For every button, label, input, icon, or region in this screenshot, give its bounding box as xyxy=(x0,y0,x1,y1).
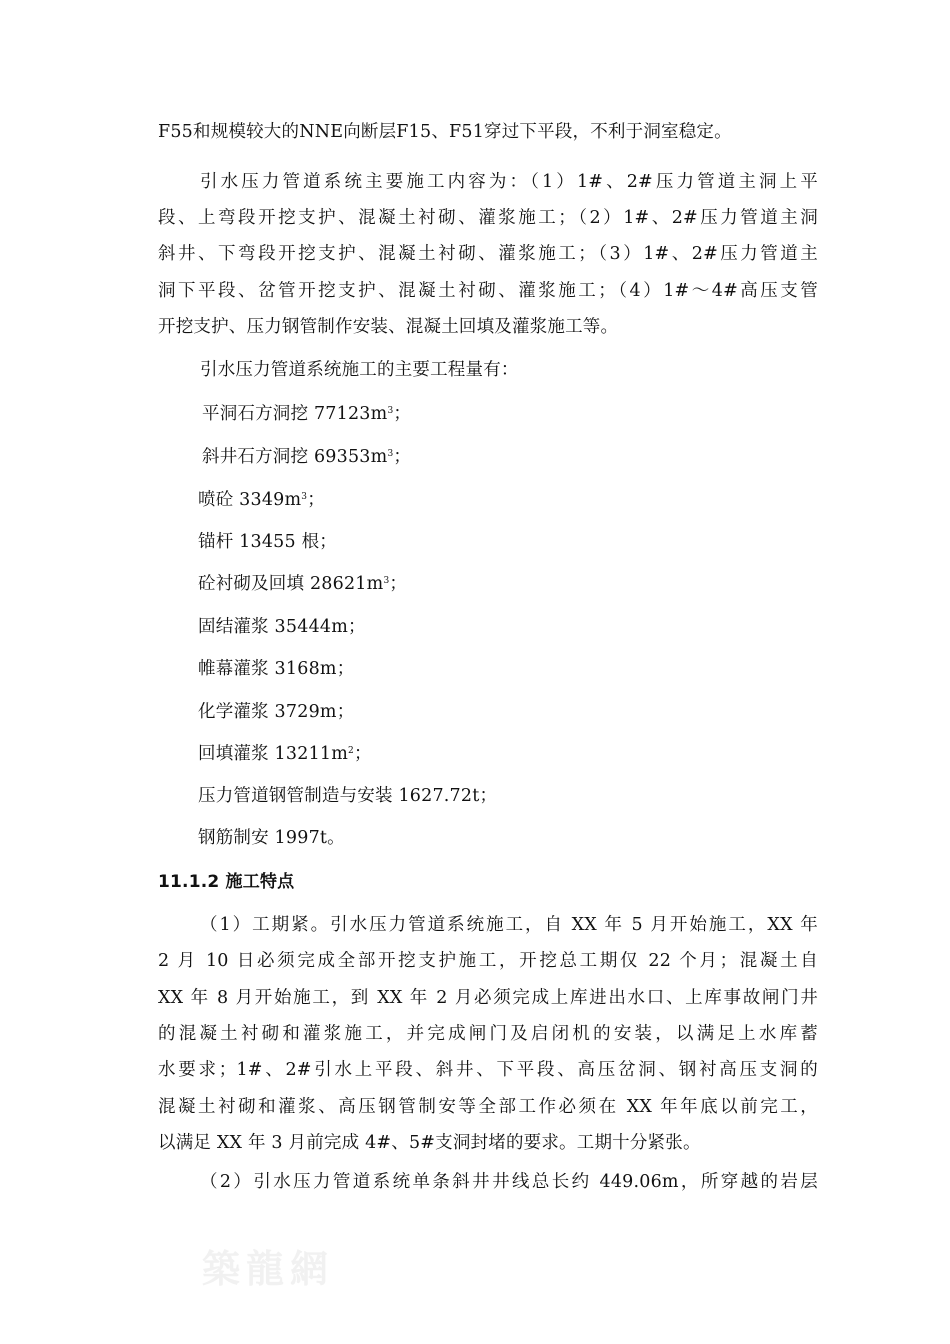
feature-line: （1）工期紧。引水压力管道系统施工，自 XX 年 5 月开始施工，XX 年 xyxy=(200,915,818,935)
section-heading: 11.1.2 施工特点 xyxy=(158,872,295,892)
quantity-item: 砼衬砌及回填 $28621m^3$； xyxy=(198,574,408,594)
paragraph-tail: F55和规模较大的NNE向断层F15、F51穿过下平段，不利于洞室稳定。 xyxy=(158,122,732,142)
content-line: 斜井、下弯段开挖支护、混凝土衬砌、灌浆施工；（3）1#、2#压力管道主 xyxy=(158,244,818,264)
quantity-item: 斜井石方洞挖 $69353m^3$； xyxy=(202,447,412,467)
quantity-item: 固结灌浆 35444m； xyxy=(198,617,366,637)
feature-line: 的混凝土衬砌和灌浆施工，并完成闸门及启闭机的安装，以满足上水库蓄 xyxy=(158,1024,818,1044)
quantity-item: 喷砼 $3349m^3$； xyxy=(198,490,325,510)
quantity-item: 帷幕灌浆 3168m； xyxy=(198,659,355,679)
feature-line: XX 年 8 月开始施工，到 XX 年 2 月必须完成上库进出水口、上库事故闸门井 xyxy=(158,988,818,1008)
feature-line: 水要求；1#、2#引水上平段、斜井、下平段、高压岔洞、钢衬高压支洞的 xyxy=(158,1060,818,1080)
content-line: 洞下平段、岔管开挖支护、混凝土衬砌、灌浆施工；（4）1#～4#高压支管 xyxy=(158,281,818,301)
quantity-item: 回填灌浆 $13211m^2$； xyxy=(198,744,372,764)
content-line: 开挖支护、压力钢管制作安装、混凝土回填及灌浆施工等。 xyxy=(158,317,619,337)
quantities-intro: 引水压力管道系统施工的主要工程量有： xyxy=(200,360,519,380)
quantity-item: 锚杆 13455 根； xyxy=(198,532,337,552)
content-line: 引水压力管道系统主要施工内容为：（1）1#、2#压力管道主洞上平 xyxy=(200,172,818,192)
quantity-item: 钢筋制安 1997t。 xyxy=(198,828,345,848)
quantity-item: 平洞石方洞挖 $77123m^3$； xyxy=(202,404,412,424)
feature-line: （2）引水压力管道系统单条斜井井线总长约 449.06m，所穿越的岩层 xyxy=(200,1172,818,1192)
feature-line: 以满足 XX 年 3 月前完成 4#、5#支洞封堵的要求。工期十分紧张。 xyxy=(158,1133,701,1153)
quantity-item: 化学灌浆 3729m； xyxy=(198,702,355,722)
feature-line: 2 月 10 日必须完成全部开挖支护施工，开挖总工期仅 22 个月；混凝土自 xyxy=(158,951,818,971)
quantity-item: 压力管道钢管制造与安装 1627.72t； xyxy=(198,786,498,806)
watermark-logo: 築龍網 xyxy=(202,1247,335,1291)
content-line: 段、上弯段开挖支护、混凝土衬砌、灌浆施工；（2）1#、2#压力管道主洞 xyxy=(158,208,818,228)
feature-line: 混凝土衬砌和灌浆、高压钢管制安等全部工作必须在 XX 年年底以前完工， xyxy=(158,1097,818,1117)
